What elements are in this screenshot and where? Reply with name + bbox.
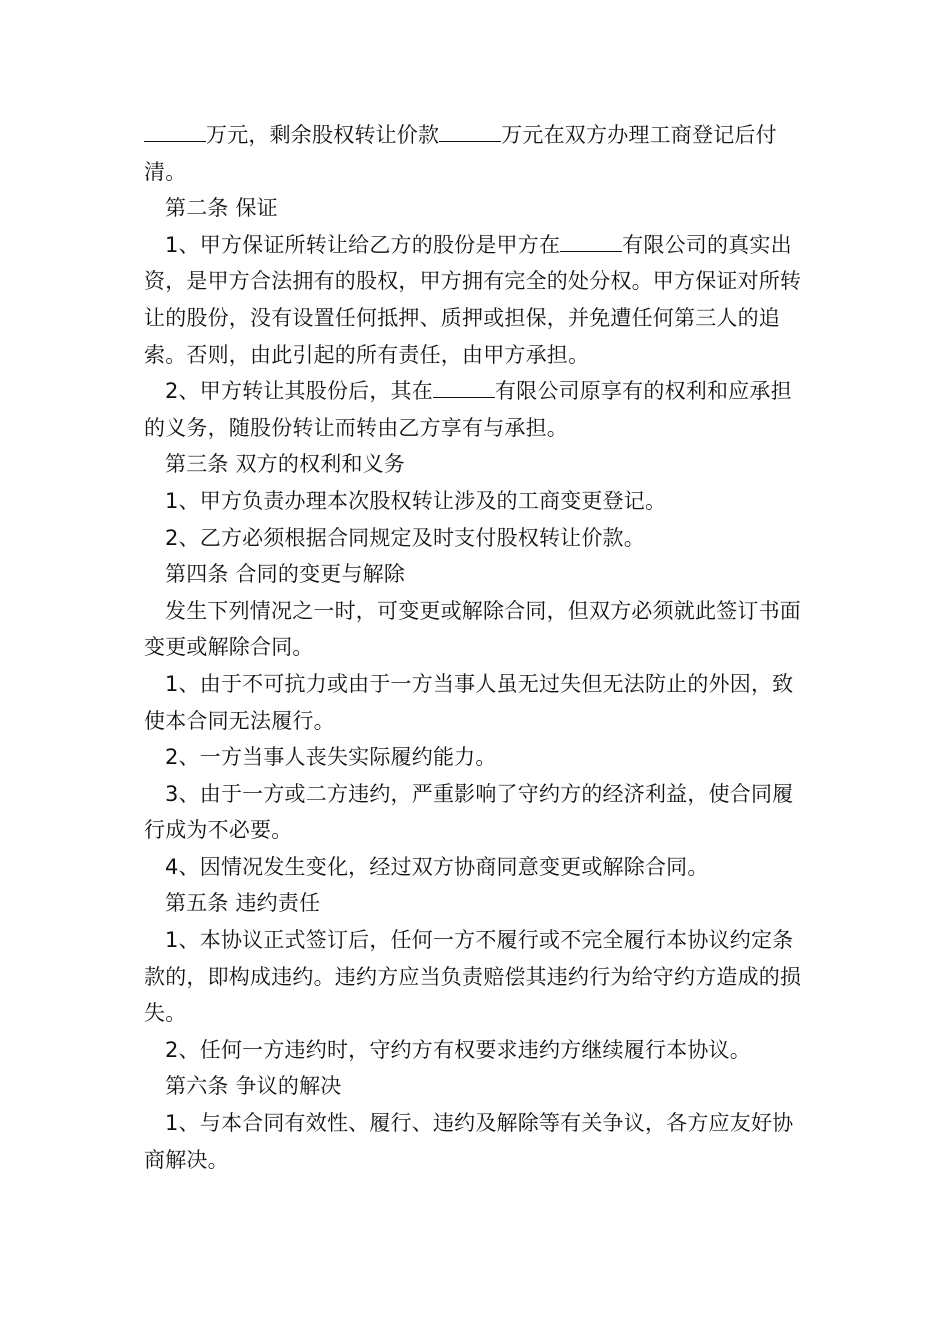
article-3-title: 第三条 双方的权利和义务 <box>165 452 406 477</box>
article-4-item-3: 3、由于一方或二方违约，严重影响了守约方的经济利益，使合同履行成为不必要。 <box>144 781 794 843</box>
article-4-item-2: 2、一方当事人丧失实际履约能力。 <box>165 745 497 770</box>
blank-line <box>144 122 206 142</box>
article-3-item-1: 1、甲方负责办理本次股权转让涉及的工商变更登记。 <box>165 488 667 513</box>
article-4-intro: 发生下列情况之一时，可变更或解除合同，但双方必须就此签订书面变更或解除合同。 <box>144 598 801 660</box>
blank-line <box>439 122 501 142</box>
blank-line <box>560 232 622 252</box>
paragraph-payment-terms: 万元，剩余股权转让价款 万元在双方办理工商登记后付清。 <box>144 123 777 184</box>
article-2-title: 第二条 保证 <box>165 196 278 221</box>
article-5-item-2: 2、任何一方违约时，守约方有权要求违约方继续履行本协议。 <box>165 1037 751 1062</box>
article-4-title: 第四条 合同的变更与解除 <box>165 562 406 587</box>
article-4-item-4: 4、因情况发生变化，经过双方协商同意变更或解除合同。 <box>165 854 709 879</box>
article-6-title: 第六条 争议的解决 <box>165 1074 342 1099</box>
document-body <box>144 117 808 1178</box>
blank-line <box>433 378 495 398</box>
article-3-item-2: 2、乙方必须根据合同规定及时支付股权转让价款。 <box>165 525 645 550</box>
article-5-item-1: 1、本协议正式签订后，任何一方不履行或不完全履行本协议约定条款的，即构成违约。违约方应当负责赔偿其违约行为给守约方造成的损失。 <box>144 928 802 1026</box>
article-2-item-2: 2、甲方转让其股份后，其在 有限公司原享有的权利和应承担的义务，随股份转让而转由乙方享有与承担。 <box>144 379 792 440</box>
article-2-item-1: 1、甲方保证所转让给乙方的股份是甲方在 有限公司的真实出资，是甲方合法拥有的股权，甲方拥有完全的处分权。甲方保证对所转让的股份，没有设置任何抵押、质押或担保，并免遭任何第三人的追索。否则，由此引起的所有责任，由甲方承担。 <box>144 232 802 367</box>
article-5-title: 第五条 违约责任 <box>165 891 321 916</box>
article-4-item-1: 1、由于不可抗力或由于一方当事人虽无过失但无法防止的外因，致使本合同无法履行。 <box>144 671 794 733</box>
article-6-item-1: 1、与本合同有效性、履行、违约及解除等有关争议，各方应友好协商解决。 <box>144 1111 794 1172</box>
